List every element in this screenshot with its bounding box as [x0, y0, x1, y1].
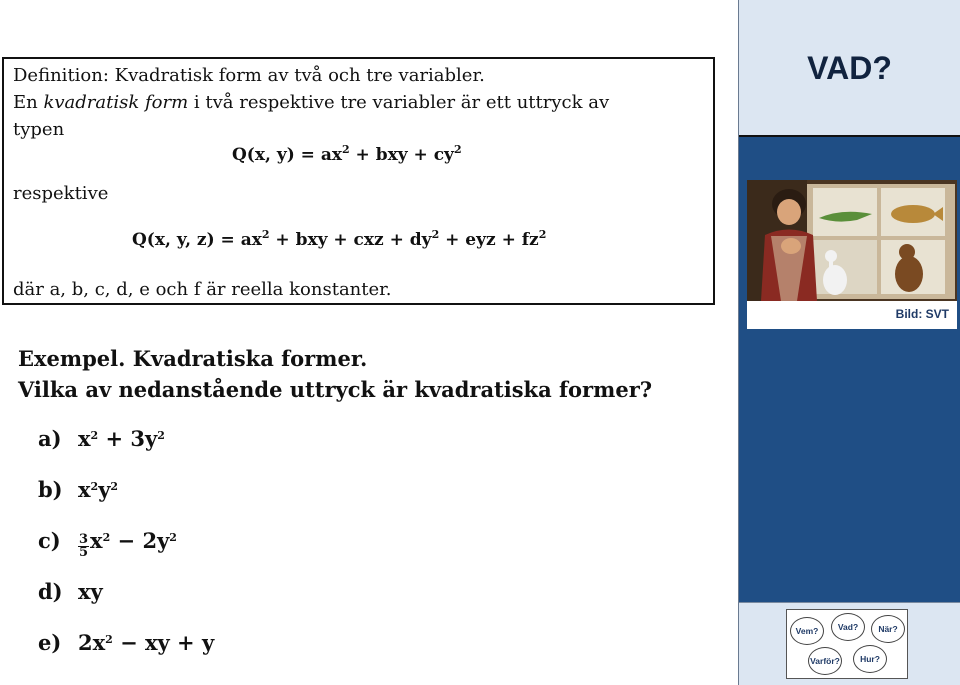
definition-title: Definition: Kvadratisk form av två och tre variabler.	[13, 65, 485, 86]
tv-show-photo	[747, 180, 957, 301]
sidebar	[738, 0, 960, 685]
option-e-label: e)	[38, 630, 62, 655]
option-c: c) $\frac{3}{5}$ $x^2 - 2y^2$	[38, 528, 177, 560]
option-d-label: d)	[38, 579, 63, 604]
option-c-label: c)	[38, 528, 61, 553]
fraction-three-fifths: $\frac{3}{5}$	[79, 532, 89, 560]
formula-three-variables: Q(x, y, $z) = ax^2$ + bxy + cxz + $dy^2$ + eyz + $fz^2$	[132, 228, 547, 250]
intro-suffix: i två respektive tre variabler är ett uttryck av	[188, 92, 610, 113]
definition-box	[2, 57, 715, 305]
image-credit: Bild: SVT	[895, 307, 949, 321]
definition-respektive: respektive	[13, 183, 109, 204]
option-a-label: a)	[38, 426, 62, 451]
sidebar-header	[739, 0, 960, 137]
formula-two-variables: Q(x, $y) = ax^2$ + bxy + $cy^2$	[232, 143, 462, 165]
nav-hur-button[interactable]: Hur?	[853, 645, 887, 673]
photo-illustration	[747, 180, 957, 301]
option-e: e) $2x^2$ − xy + y	[38, 630, 215, 655]
option-b: b) $x^2y^2$	[38, 477, 119, 502]
sidebar-footer	[739, 602, 960, 685]
definition-closing: där a, b, c, d, e och f är reella konstanter.	[13, 279, 392, 300]
option-a: a) $x^2 + 3y^2$	[38, 426, 165, 451]
image-credit-strip	[747, 301, 957, 329]
nav-vem-button[interactable]: Vem?	[790, 617, 824, 645]
example-title: Exempel. Kvadratiska former.	[18, 346, 368, 371]
example-question: Vilka av nedanstående uttryck är kvadratiska former?	[18, 377, 653, 402]
option-b-label: b)	[38, 477, 63, 502]
definition-intro	[13, 92, 609, 113]
option-d: d) xy	[38, 579, 103, 604]
question-nav-panel	[786, 609, 908, 679]
nav-varfor-button[interactable]: Varför?	[808, 647, 842, 675]
intro-prefix: En	[13, 92, 44, 113]
intro-emphasis: kvadratisk form	[43, 92, 189, 113]
sidebar-title: VAD?	[807, 50, 892, 86]
definition-typen: typen	[13, 119, 65, 140]
nav-vad-button[interactable]: Vad?	[831, 613, 865, 641]
nav-nar-button[interactable]: När?	[871, 615, 905, 643]
